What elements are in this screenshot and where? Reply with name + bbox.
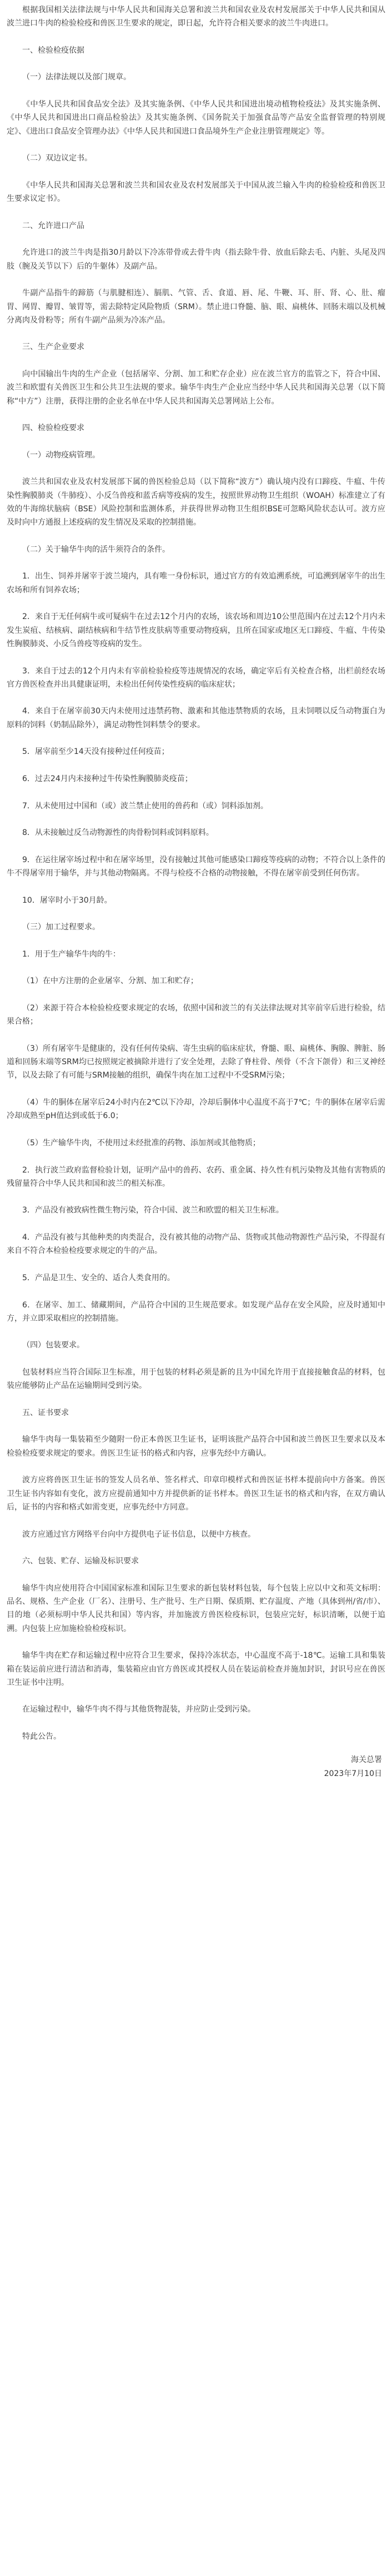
paragraph-packaging: 包装材料应当符合国际卫生标准，用于包装的材料必须是新的且为中国允许用于直接接触食品的材料，包装应能够防止产品在运输期间受到污染。 (7, 1367, 385, 1391)
paragraph-storage-1: 输华牛肉应使用符合中国国家标准和国际卫生要求的新包装材料包装，每个包装上应以中文和英文标明：品名、规格、生产企业（厂名）、注册号、生产批号、生产日期、保质期、贮存温度、产地（具体到州/省/市）、目的地（必须标明中华人民共和国）等内容，并加施波方兽医检疫标识，包装应完好，标识清晰，以便于追溯。内包装上应加施检验检疫标识。 (7, 1583, 385, 1633)
subsection-protocol: （二）双边议定书。 (22, 154, 92, 163)
processing-subitem-3: （3）所有屠宰牛是健康的，没有任何传染病、寄生虫病的临床症状，脊髓、眼、扁桃体、胸腺、脾脏、肠道和回肠末端等SRM均已按照规定被摘除并进行了安全处理，去除了脊柱骨、颅骨（不含下颌骨）和三叉神经节，以及去除了有可能与SRM接触的组织，确保牛肉在加工过程中不受SRM污染； (7, 1044, 385, 1080)
section-heading-certificate: 五、证书要求 (22, 1408, 69, 1417)
processing-item-5: 5．产品是卫生、安全的、适合人类食用的。 (22, 1273, 175, 1282)
paragraph-protocol: 《中华人民共和国海关总署和波兰共和国农业及农村发展部关于中国从波兰输入牛肉的检验检疫和兽医卫生要求议定书》。 (7, 180, 385, 204)
subsection-packaging: （四）包装要求。 (22, 1341, 84, 1350)
section-heading-inspection: 四、检验检疫要求 (22, 424, 84, 433)
processing-subitem-5: （5）生产输华牛肉，不使用过未经批准的药物、添加剂或其他物质； (22, 1138, 260, 1148)
paragraph-enterprise: 向中国输出牛肉的生产企业（包括屠宰、分割、加工和贮存企业）应在波兰官方的监管之下，符合中国、波兰和欧盟有关兽医卫生和公共卫生法规的要求。输华牛肉生产企业应当经中华人民共和国海关总署（以下简称“中方”）注册，获得注册的企业名单在中华人民共和国海关总署网站上公布。 (7, 370, 385, 406)
list-item-6: 6．过去24月内未接种过牛传染性胸膜肺炎疫苗； (22, 774, 193, 783)
list-item-8: 8．从未接触过反刍动物源性的肉骨粉饲料或饲料原料。 (22, 828, 214, 838)
list-item-3: 3．来自于过去的12个月内未有宰前检验检疫等违规情况的农场，确定宰后有关检查合格，出栏前经农场官方兽医检查并出具健康证明，未检出任何传染性疫病的临床症状； (7, 666, 385, 689)
processing-item-6: 6．在屠宰、加工、储藏期间，产品符合中国的卫生规范要求。如发现产品存在安全风险，应及时通知中方，并立即采取相应的控制措施。 (7, 1300, 385, 1323)
processing-subitem-1: （1）在中方注册的企业屠宰、分割、加工和贮存； (22, 977, 198, 986)
section-heading-enterprise: 三、生产企业要求 (22, 343, 84, 352)
paragraph-certificate-2: 波方应将兽医卫生证书的签发人员名单、签名样式、印章印模样式和兽医证书样本提前向中方备案。兽医卫生证书内容如有变化，波方应提前通知中方并提供新的证书样本。兽医卫生证书的格式和内容，在双方确认后，证书的内容和格式如需变更，应事先经中方同意。 (7, 1476, 385, 1512)
list-item-1: 1．出生、饲养并屠宰于波兰境内，具有唯一身份标识，通过官方的有效追溯系统，可追溯到屠宰牛的出生农场和所有饲养农场； (7, 572, 385, 595)
subsection-cattle-conditions: （二）关于输华牛肉的活牛须符合的条件。 (22, 545, 170, 554)
paragraph-certificate-1: 输华牛肉每一集装箱至少随附一份正本兽医卫生证书，证明该批产品符合中国和波兰兽医卫生要求以及本检验检疫要求规定的要求。兽医卫生证书的格式和内容，应事先经中方确认。 (7, 1435, 385, 1458)
issue-date: 2023年7月10日 (324, 1769, 382, 1778)
paragraph-storage-2: 输华牛肉在贮存和运输过程中应符合卫生要求，保持冷冻状态，中心温度不高于-18℃。运输工具和集装箱在装运前应进行清洁和消毒，集装箱应由官方兽医或其授权人员在装运前检查并施加封识，封识号应在兽医卫生证书中注明。 (7, 1651, 385, 1687)
processing-subitem-4: （4）牛的胴体在屠宰后24小时内在2℃以下冷却，冷却后胴体中心温度不高于7℃；牛的胴体在屠宰后需冷却成熟至pH值达到或低于6.0； (7, 1098, 385, 1121)
subsection-laws: （一）法律法规以及部门规章。 (22, 73, 131, 82)
paragraph-products: 允许进口的波兰牛肉是指30月龄以下冷冻带骨或去骨牛肉（指去除牛骨、放血后除去毛、内脏、头尾及四肢（腕及关节以下）后的牛躯体）及副产品。 (7, 248, 385, 271)
paragraph-certificate-3: 波方应通过官方网络平台向中方提供电子证书信息，以便中方核查。 (22, 1530, 255, 1539)
list-item-9: 9．在运往屠宰场过程中和在屠宰场里，没有接触过其他可能感染口蹄疫等疫病的动物；不符合以上条件的牛不得屠宰用于输华，并与其他动物隔离。不得与检疫不合格的动物接触，不得在屠宰前受到任何伤害。 (7, 855, 385, 878)
processing-subitem-2: （2）来源于符合本检验检疫要求规定的农场，依照中国和波兰的有关法律法规对其宰前宰后进行检验，结果合格； (7, 1003, 385, 1027)
section-heading-storage: 六、包装、贮存、运输及标识要求 (22, 1557, 139, 1566)
section-heading-basis: 一、检验检疫依据 (22, 46, 84, 55)
processing-item-1: 1．用于生产输华牛肉的牛： (22, 949, 120, 959)
list-item-7: 7．从未使用过中国和（或）波兰禁止使用的兽药和（或）饲料添加剂。 (22, 801, 268, 811)
paragraph-by-products: 牛副产品指牛的蹄筋（与肌腱相连）、膈肌、气管、舌、食道、唇、尾、牛鞭、耳、肝、肾、心、肚、瘤胃、网胃、瓣胃、皱胃等，需去除特定风险物质（SRM）。禁止进口脊髓、脑、眼、扁桃体、回肠末端以及机械分离肉及骨粉等；所有牛副产品须为冷冻产品。 (7, 289, 385, 325)
issuer-signature: 海关总署 (351, 1755, 382, 1765)
intro-paragraph: 根据我国相关法律法规与中华人民共和国海关总署和波兰共和国农业及农村发展部关于中华人民共和国从波兰进口牛肉的检验检疫和兽医卫生要求的规定，即日起，允许符合相关要求的波兰牛肉进口。 (7, 6, 385, 28)
processing-item-4: 4．产品没有被与其他种类的肉类混合，没有被其他的动物产品、货物或其他动物源性产品污染，不得混有来自不符合本检验检疫要求规定的牛的产品。 (7, 1233, 385, 1256)
section-heading-products: 二、允许进口产品 (22, 221, 84, 230)
subsection-disease: （一）动物疫病管理。 (22, 450, 100, 460)
processing-item-3: 3．产品没有被致病性微生物污染，符合中国、波兰和欧盟的相关卫生标准。 (22, 1206, 284, 1215)
list-item-5: 5．屠宰前至少14天没有接种过任何疫苗； (22, 747, 169, 757)
paragraph-disease: 波兰共和国农业及农村发展部下属的兽医检验总局（以下简称“波方”）确认境内没有口蹄疫、牛瘟、牛传染性胸膜肺炎（牛肺疫）、小反刍兽疫和蓝舌病等疫病的发生，按照世界动物卫生组织（WOAH）标准建立了有效的牛海绵状脑病（BSE）风险控制和监测体系，并获得世界动物卫生组织BSE可忽略风险状态认可。波方应及时向中方通报上述疫病的发生情况及采取的控制措施。 (7, 477, 385, 527)
paragraph-storage-3: 在运输过程中，输华牛肉不得与其他货物混装，并应防止受到污染。 (22, 1705, 255, 1714)
processing-item-2: 2．执行波兰政府监督检验计划，证明产品中的兽药、农药、重金属、持久性有机污染物及其他有害物质的残留量符合中华人民共和国和波兰的相关标准。 (7, 1165, 385, 1188)
list-item-2: 2．来自于无任何病牛或可疑病牛在过去12个月内的农场，该农场和周边10公里范围内在过去12个月内未发生炭疽、结核病、副结核病和牛结节性皮肤病等重要动物疫病，且所在国家或地区无口蹄疫、牛瘟、牛传染性胸膜肺炎、小反刍兽疫等疫病的发生。 (7, 612, 385, 648)
subsection-processing: （三）加工过程要求。 (22, 923, 100, 932)
closing-line: 特此公告。 (22, 1732, 61, 1741)
list-item-4: 4．来自于在屠宰前30天内未使用过违禁药物、激素和其他违禁物质的农场，且未饲喂以反刍动物蛋白为原料的饲料（奶制品除外），满足动物性饲料禁令的要求。 (7, 707, 385, 729)
paragraph-laws-list: 《中华人民共和国食品安全法》及其实施条例、《中华人民共和国进出境动植物检疫法》及其实施条例、《中华人民共和国进出口商品检验法》及其实施条例、《国务院关于加强食品等产品安全监督管理的特别规定》、《进出口食品安全管理办法》《中华人民共和国进口食品境外生产企业注册管理规定》等。 (7, 100, 385, 136)
list-item-10: 10．屠宰时小于30月龄。 (22, 895, 112, 905)
